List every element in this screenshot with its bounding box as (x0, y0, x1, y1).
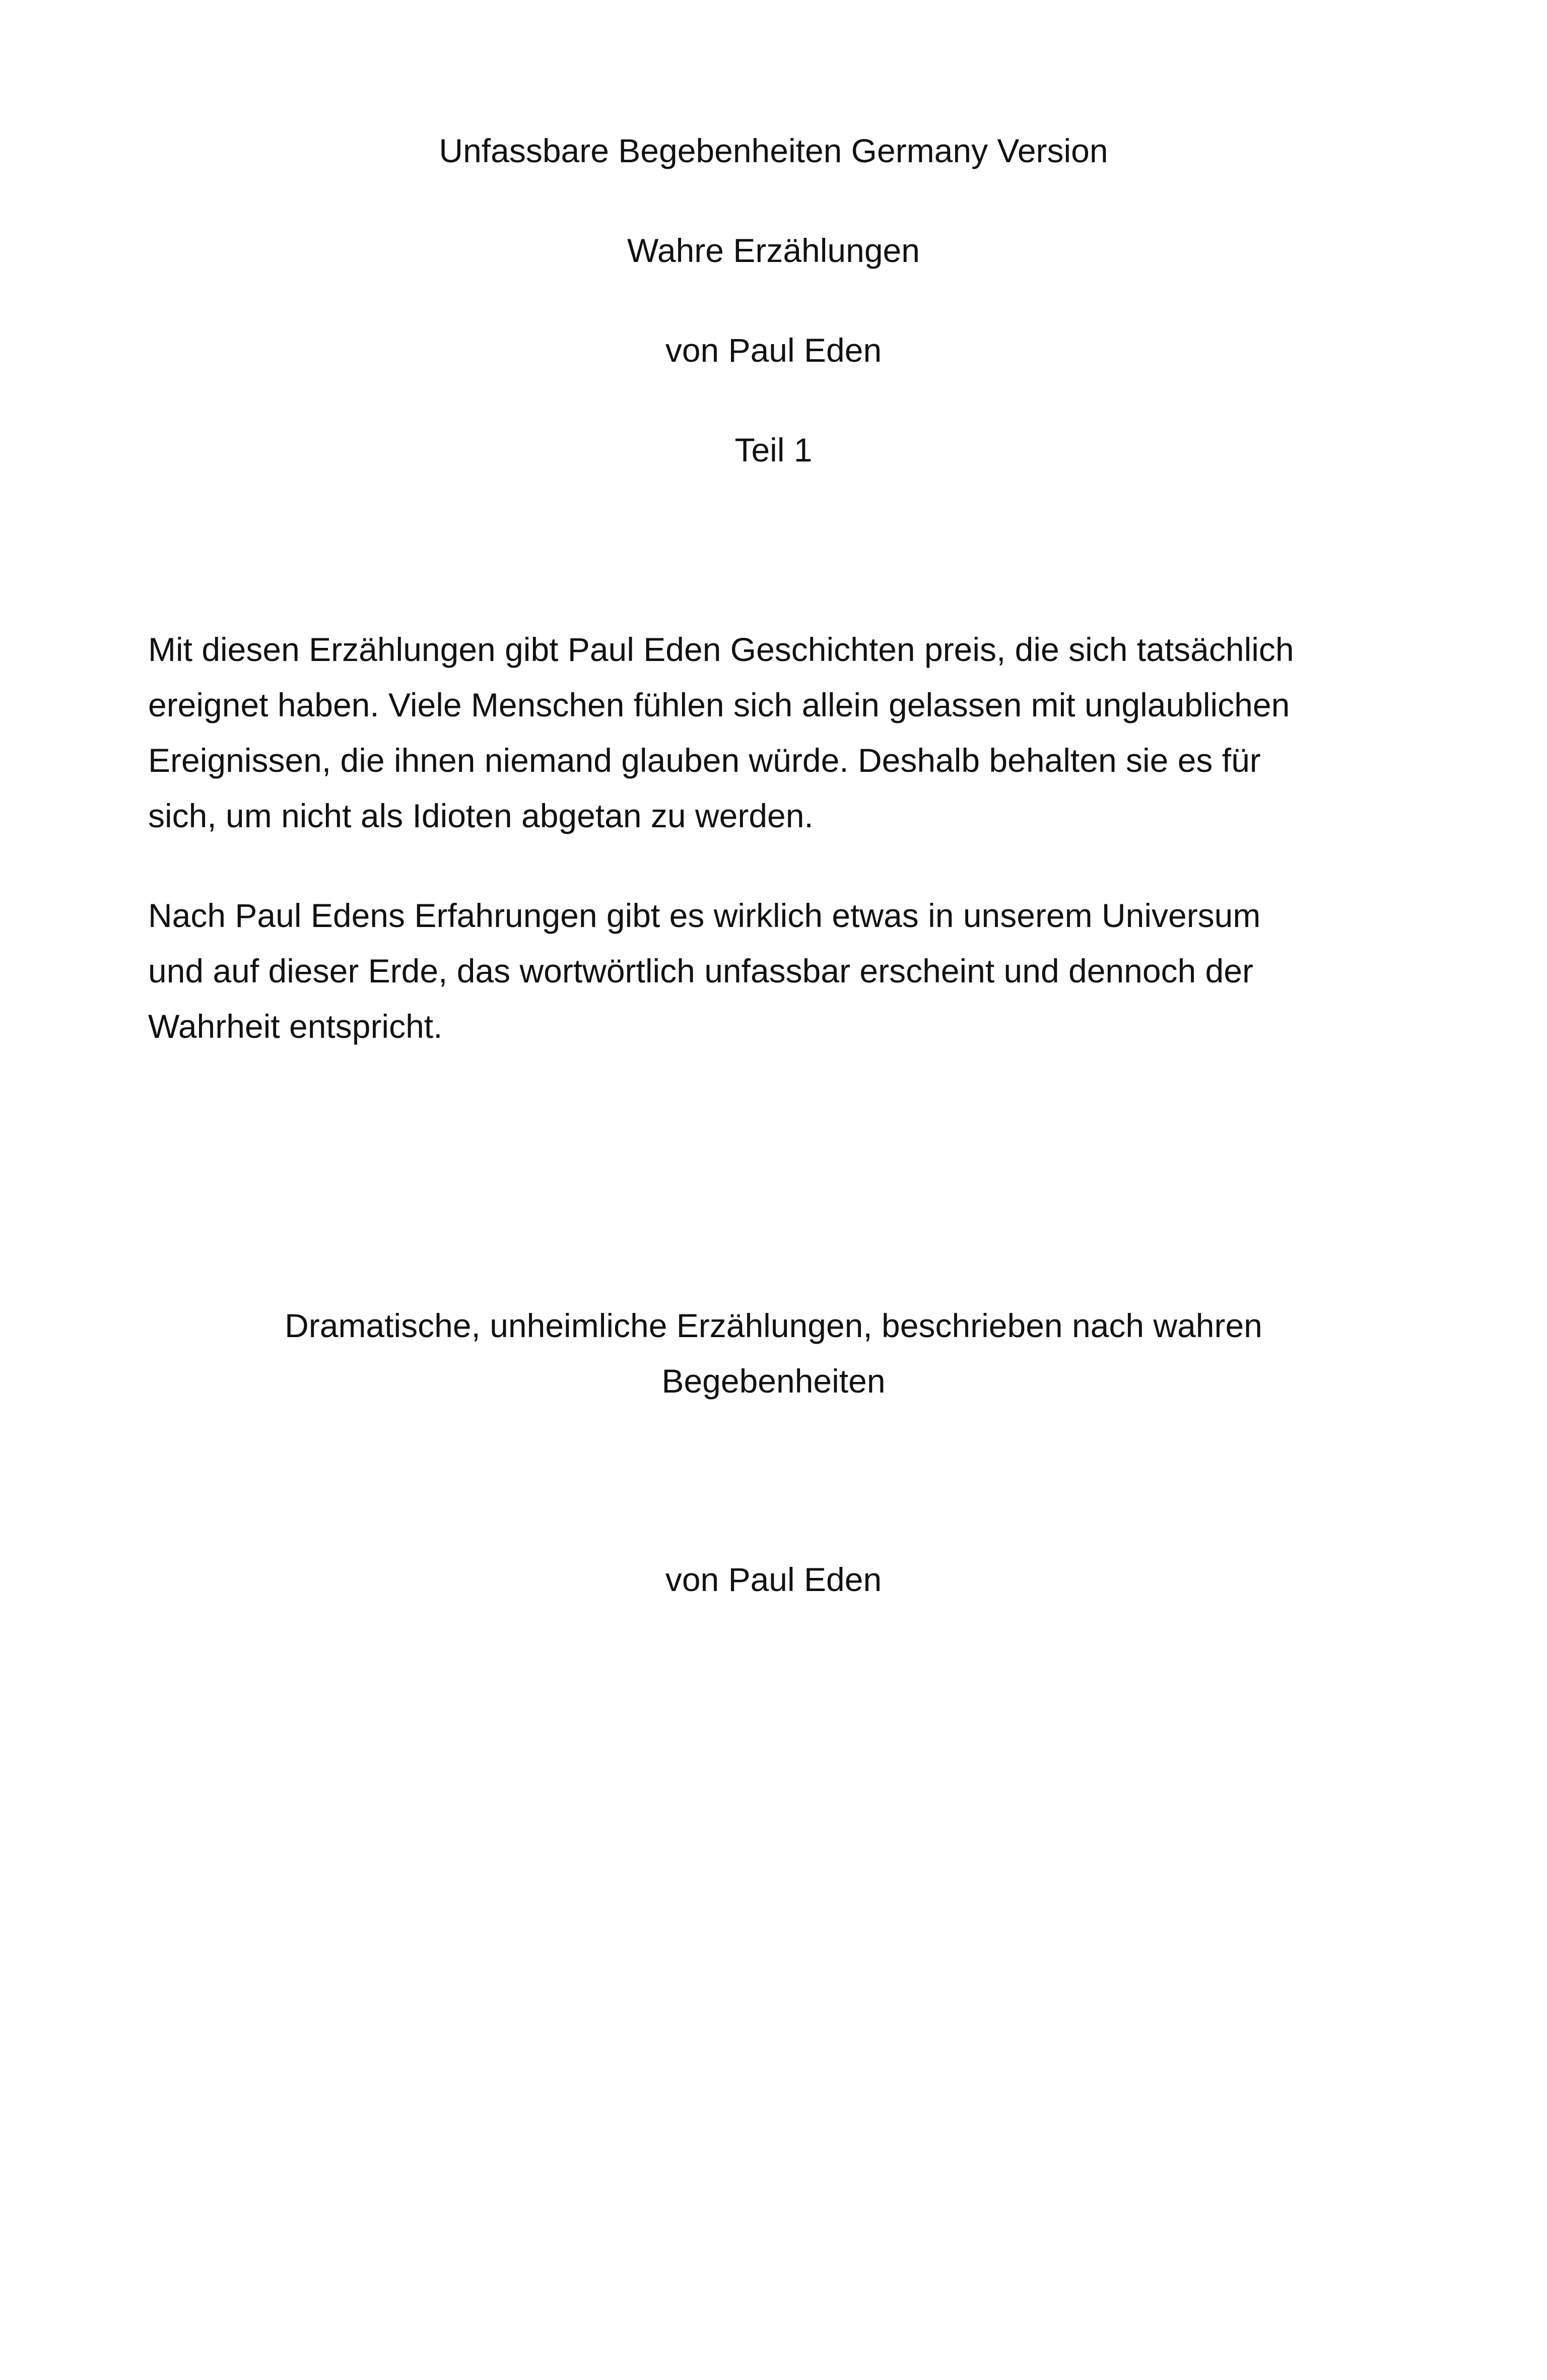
paragraph-line: Mit diesen Erzählungen gibt Paul Eden Geschichten preis, die sich tatsächlich (148, 631, 1294, 668)
paragraph-line: sich, um nicht als Idioten abgetan zu werden. (148, 797, 814, 834)
intro-paragraph-1 (148, 622, 1402, 843)
paragraph-line: Wahrheit entspricht. (148, 1008, 443, 1045)
paragraph-line: ereignet haben. Viele Menschen fühlen sich allein gelassen mit unglaublichen (148, 686, 1290, 723)
paragraph-line: Ereignissen, die ihnen niemand glauben würde. Deshalb behalten sie es für (148, 742, 1261, 779)
book-title: Unfassbare Begebenheiten Germany Version (439, 132, 1108, 169)
intro-paragraph-2 (148, 888, 1402, 1054)
book-subtitle: Wahre Erzählungen (627, 232, 920, 269)
book-part: Teil 1 (734, 431, 813, 469)
paragraph-line: Nach Paul Edens Erfahrungen gibt es wirklich etwas in unserem Universum (148, 897, 1261, 934)
tagline-line: Begebenheiten (661, 1362, 886, 1400)
footer-author: von Paul Eden (665, 1561, 882, 1598)
tagline-line: Dramatische, unheimliche Erzählungen, beschrieben nach wahren (285, 1307, 1262, 1344)
tagline (0, 1298, 1547, 1409)
paragraph-line: und auf dieser Erde, das wortwörtlich unfassbar erscheint und dennoch der (148, 952, 1253, 989)
book-author: von Paul Eden (665, 332, 882, 369)
